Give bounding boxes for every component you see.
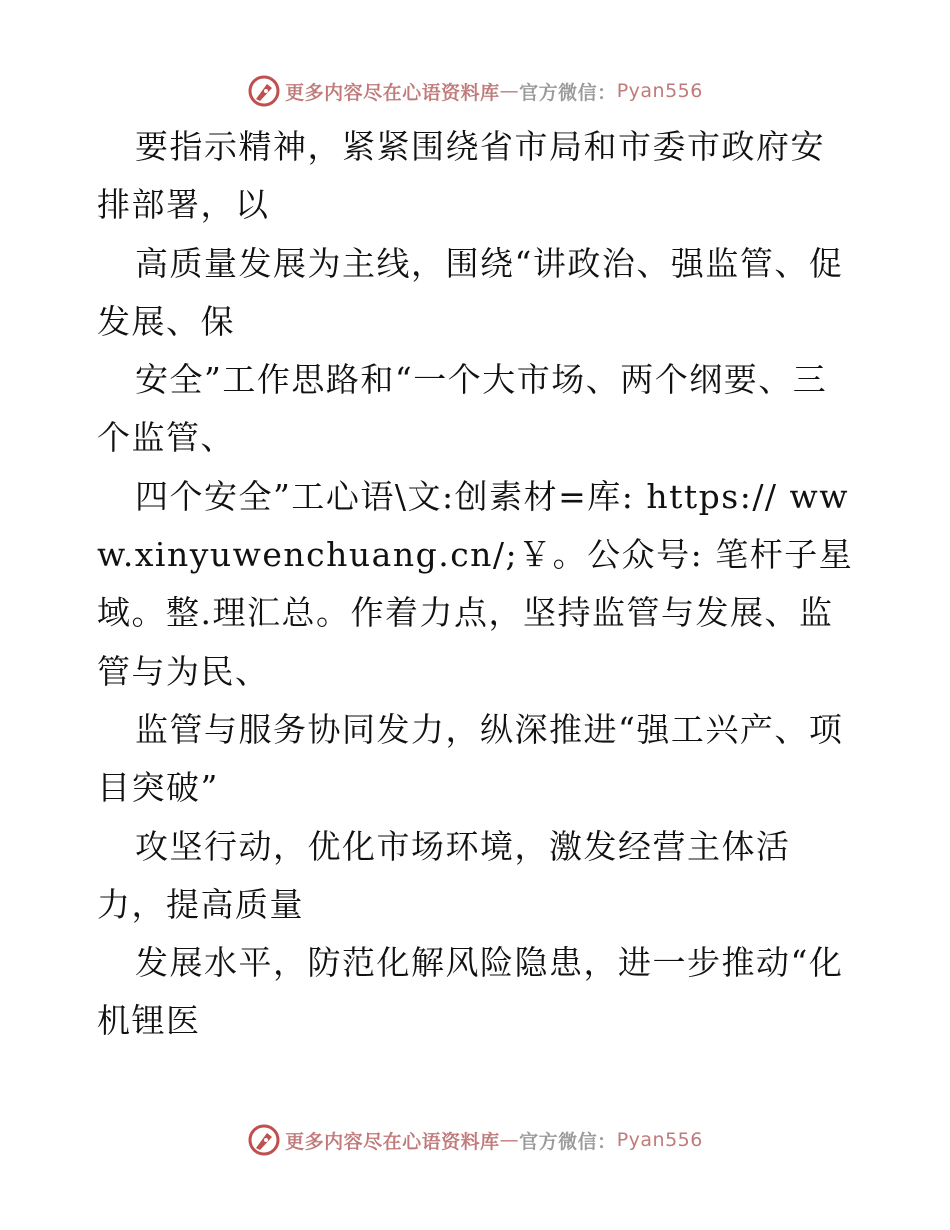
banner-main-text: 更多内容尽在心语资料库 <box>285 1130 500 1153</box>
paragraph: 攻坚行动，优化市场环境，激发经营主体活力，提高质量 <box>97 826 791 924</box>
footer-watermark-banner <box>0 1120 950 1160</box>
banner-contact-label: 官方微信： <box>519 1130 617 1153</box>
header-watermark-banner <box>0 71 950 111</box>
banner-wechat-id: Pyan556 <box>616 80 703 102</box>
paragraph: 要指示精神，紧紧围绕省市局和市委市政府安排部署，以 <box>97 127 825 225</box>
banner-main-text: 更多内容尽在心语资料库 <box>285 81 500 104</box>
banner-dash: — <box>499 1129 520 1151</box>
document-body <box>97 118 857 1051</box>
paragraph: 四个安全”工心语\文:创素材=库: https:// www.xinyuwenchuang.cn/;￥。公众号: 笔杆子星域。整.理汇总。作着力点，坚持监管与发展、监管与为民、 <box>97 476 854 691</box>
pen-nib-circle-icon <box>247 1123 281 1157</box>
pen-nib-circle-icon <box>247 74 281 108</box>
paragraph: 监管与服务协同发力，纵深推进“强工兴产、项目突破” <box>97 709 844 808</box>
paragraph: 高质量发展为主线，围绕“讲政治、强监管、促发展、保 <box>97 243 844 341</box>
banner-contact-label: 官方微信： <box>519 81 617 104</box>
paragraph: 安全”工作思路和“一个大市场、两个纲要、三个监管、 <box>97 360 828 458</box>
banner-wechat-id: Pyan556 <box>616 1129 703 1151</box>
banner-dash: — <box>499 80 520 102</box>
paragraph: 发展水平，防范化解风险隐患，进一步推动“化机锂医 <box>97 943 844 1041</box>
